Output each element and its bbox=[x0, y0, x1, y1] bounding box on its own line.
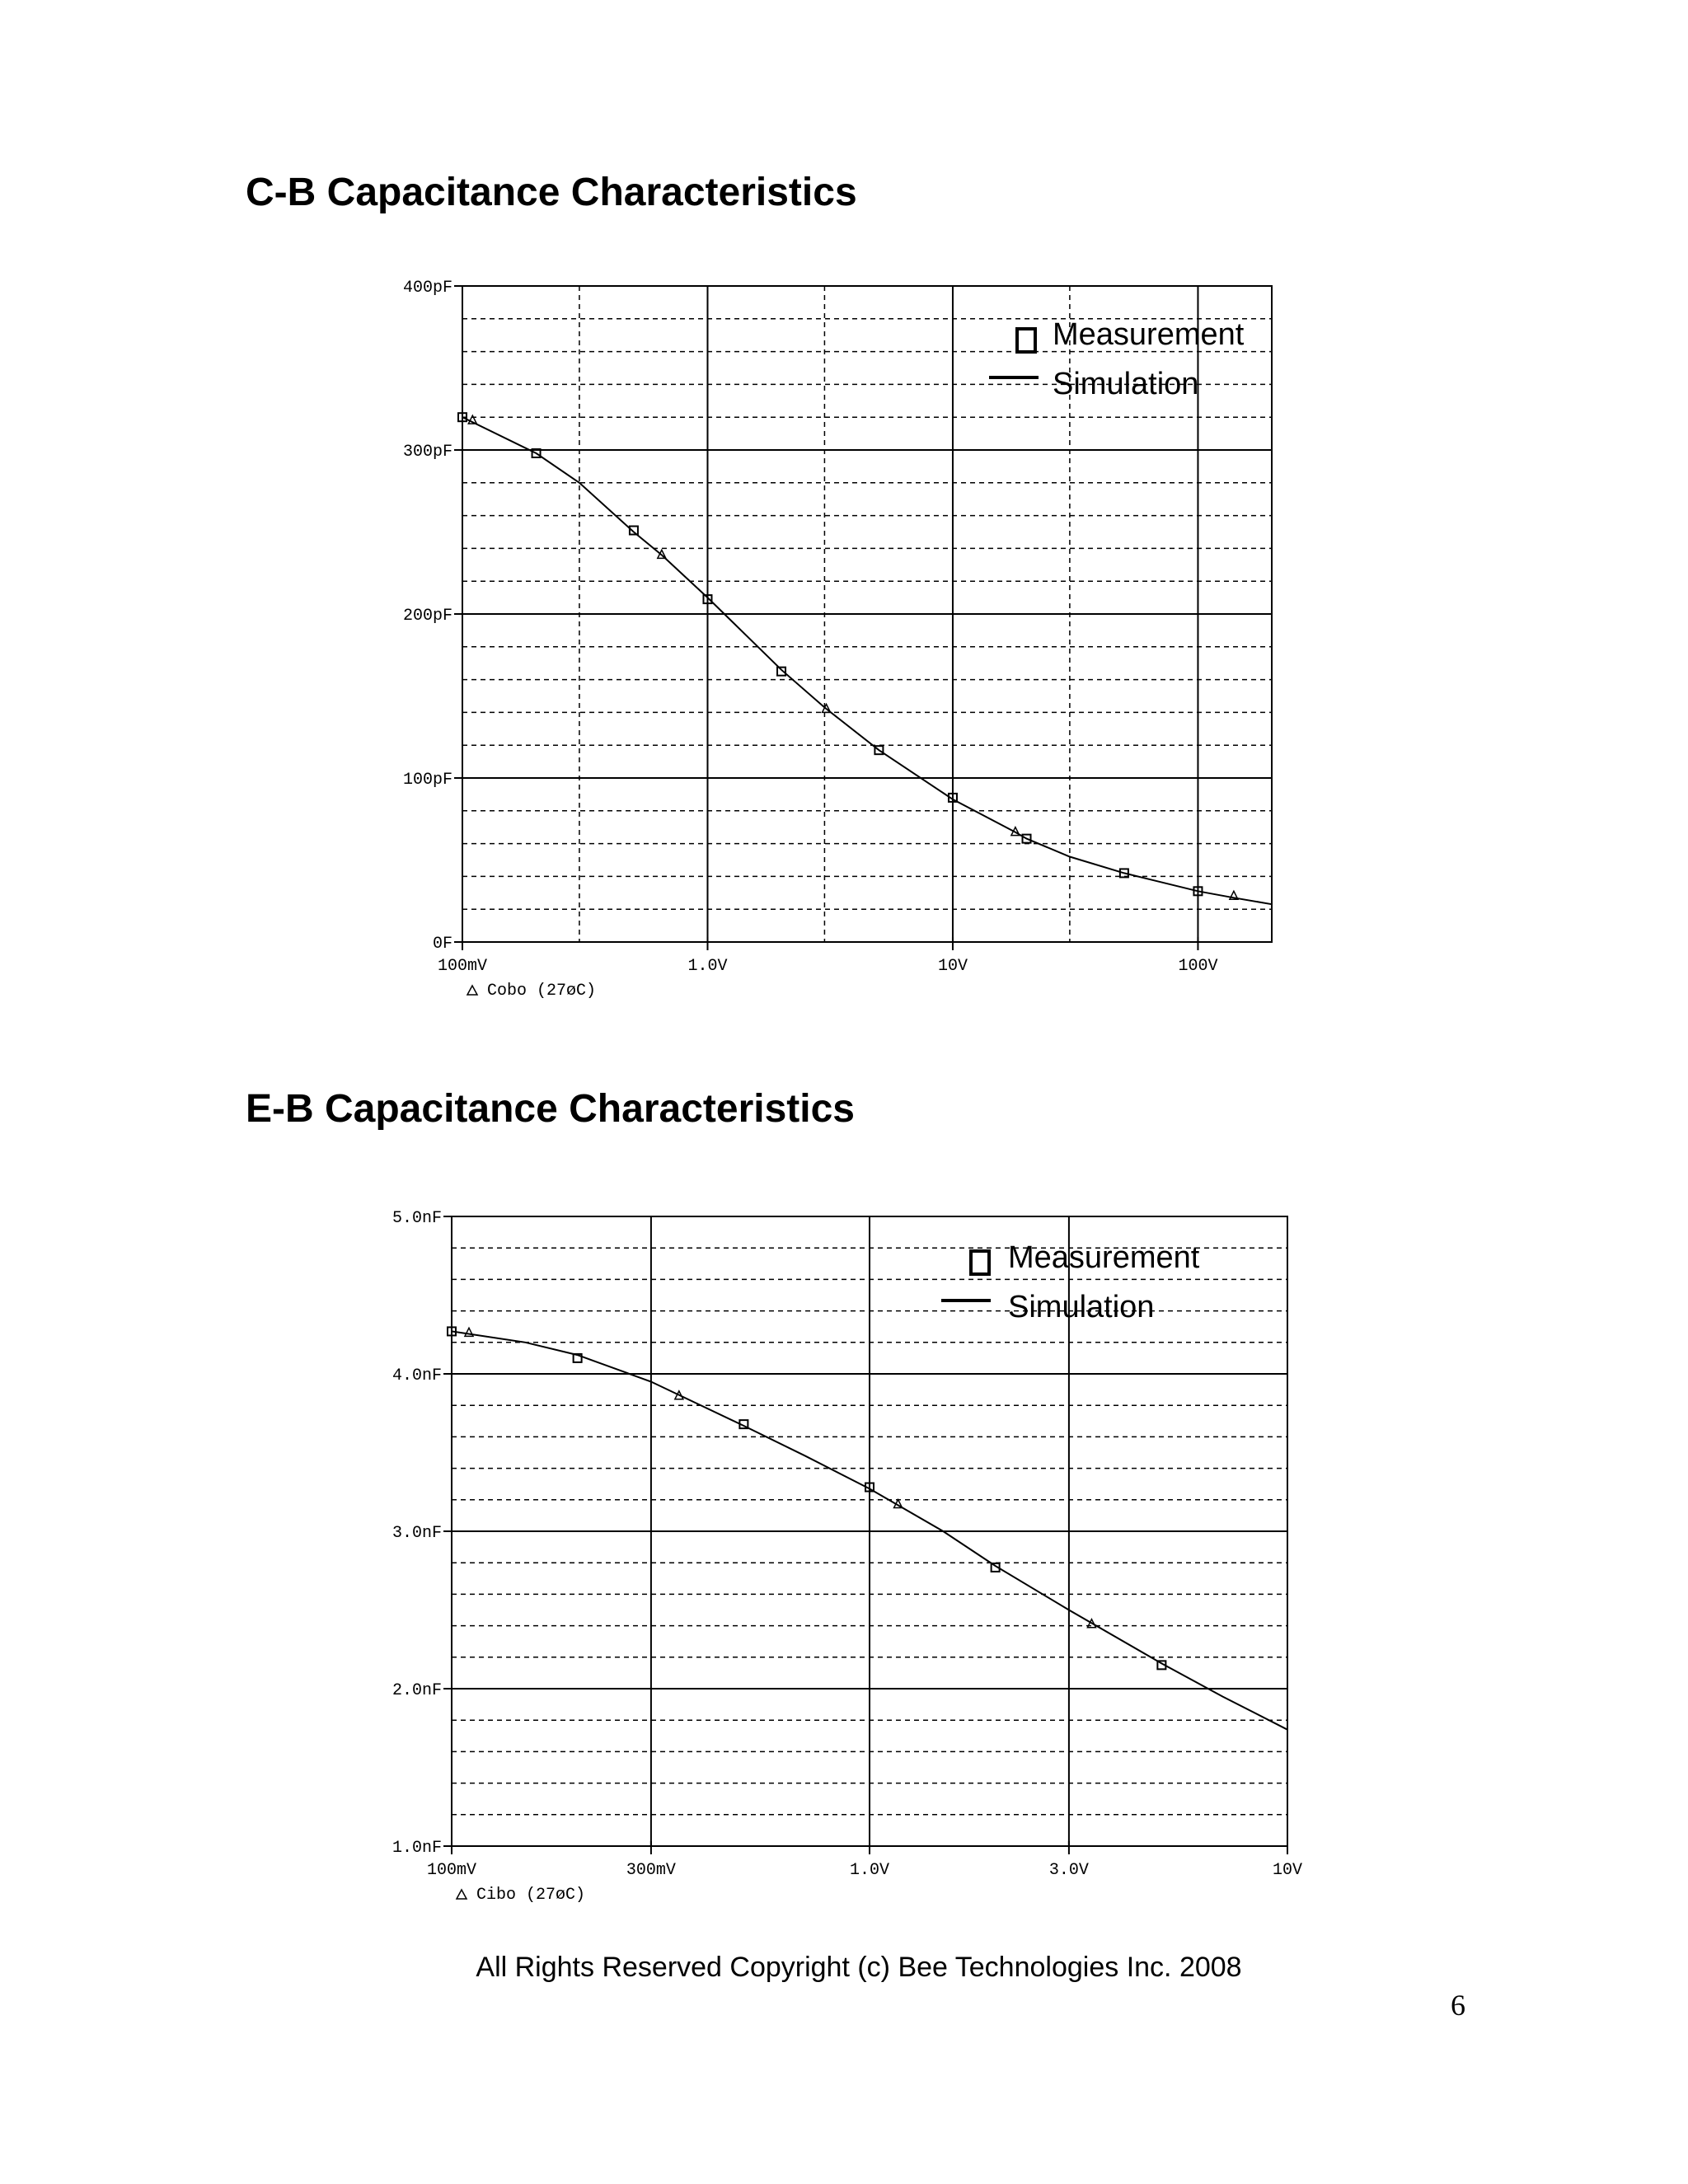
cb-x-tick-label: 100V bbox=[1178, 957, 1218, 976]
cb-x-tick-label: 100mV bbox=[437, 957, 488, 976]
eb-trace-label: Cibo (27øC) bbox=[476, 1886, 586, 1905]
cb-x-tick-label: 1.0V bbox=[687, 957, 728, 976]
triangle-icon bbox=[457, 1890, 467, 1899]
copyright-footer: All Rights Reserved Copyright (c) Bee Technologies Inc. 2008 bbox=[476, 1952, 1242, 1983]
eb-x-tick-label: 1.0V bbox=[849, 1861, 890, 1880]
chart-2-title: E-B Capacitance Characteristics bbox=[246, 1087, 855, 1131]
eb-legend-measurement-label: Measurement bbox=[1008, 1240, 1200, 1275]
cb-y-tick-label: 200pF bbox=[402, 607, 452, 626]
eb-legend-simulation-label: Simulation bbox=[1008, 1290, 1155, 1324]
cb-y-tick-label: 0F bbox=[432, 935, 452, 954]
eb-x-tick-label: 300mV bbox=[626, 1861, 676, 1880]
cb-y-tick-label: 300pF bbox=[402, 443, 452, 462]
eb-x-tick-label: 3.0V bbox=[1048, 1861, 1089, 1880]
cb-y-tick-label: 400pF bbox=[402, 279, 452, 298]
cb-legend-simulation-label: Simulation bbox=[1053, 367, 1199, 401]
cb-trace-label: Cobo (27øC) bbox=[487, 982, 597, 1001]
cb-legend-measurement-label: Measurement bbox=[1053, 317, 1245, 352]
eb-y-tick-label: 4.0nF bbox=[392, 1366, 442, 1385]
eb-trace-label-group bbox=[457, 1886, 585, 1905]
cb-y-tick-label: 100pF bbox=[402, 771, 452, 790]
eb-trace-marker bbox=[465, 1328, 473, 1336]
eb-legend-measurement-marker bbox=[971, 1251, 989, 1274]
eb-x-tick-label: 100mV bbox=[426, 1861, 477, 1880]
cb-x-tick-label: 10V bbox=[937, 957, 968, 976]
eb-y-tick-label: 1.0nF bbox=[392, 1839, 442, 1858]
eb-y-tick-label: 3.0nF bbox=[392, 1524, 442, 1543]
eb-y-tick-label: 5.0nF bbox=[392, 1209, 442, 1228]
eb-x-tick-label: 10V bbox=[1272, 1861, 1303, 1880]
page-number: 6 bbox=[1451, 1989, 1465, 2022]
eb-y-tick-label: 2.0nF bbox=[392, 1681, 442, 1700]
chart-1-title: C-B Capacitance Characteristics bbox=[246, 171, 857, 214]
